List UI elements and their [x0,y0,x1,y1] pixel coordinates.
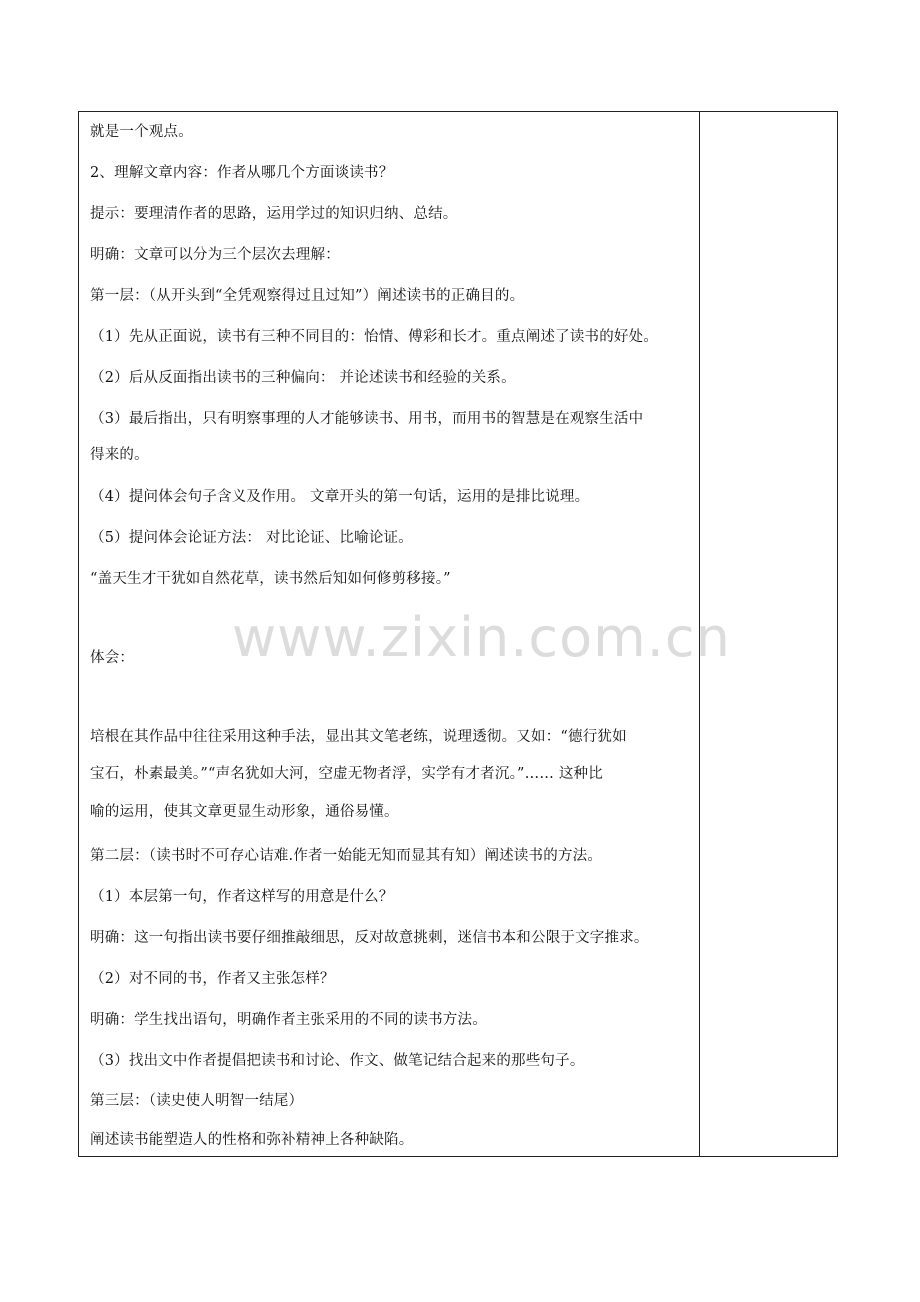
text-line: 得来的。 [90,447,149,463]
text-line: 体会： [90,650,135,666]
text-line: （4）提问体会句子含义及作用。 文章开头的第一句话，运用的是排比说理。 [90,489,590,505]
text-line: 宝石，朴素最美。”“声名犹如大河，空虚无物者浮，实学有才者沉。”…… 这种比 [90,766,603,782]
text-line: 阐述读书能塑造人的性格和弥补精神上各种缺陷。 [90,1132,414,1148]
text-line: 明确：这一句指出读书要仔细推敲细思，反对故意挑刺，迷信书本和公限于文字推求。 [90,930,649,946]
text-line: 第二层：（读书时不可存心诘难.作者一始能无知而显其有知）阐述读书的方法。 [90,848,603,864]
text-line: 喻的运用，使其文章更显生动形象，通俗易懂。 [90,804,399,820]
text-line: 第三层：（读史使人明智一结尾） [90,1093,304,1109]
text-line: 就是一个观点。 [90,124,193,140]
text-line: （1）本层第一句，作者这样写的用意是什么？ [90,889,394,905]
text-line: （2）后从反面指出读书的三种偏向： 并论述读书和经验的关系。 [90,370,516,386]
text-line: 明确：文章可以分为三个层次去理解： [90,247,340,263]
text-line: （5）提问体会论证方法： 对比论证、比喻论证。 [90,530,413,546]
text-line: 提示：要理清作者的思路，运用学过的知识归纳、总结。 [90,206,458,222]
text-line: （3）最后指出，只有明察事理的人才能够读书、用书，而用书的智慧是在观察生活中 [90,411,644,427]
text-line: 明确：学生找出语句，明确作者主张采用的不同的读书方法。 [90,1012,487,1028]
text-line: （3）找出文中作者提倡把读书和讨论、作文、做笔记结合起来的那些句子。 [90,1053,585,1069]
text-line: 培根在其作品中往往采用这种手法，显出其文笔老练，说理透彻。又如：“德行犹如 [90,729,627,745]
text-line: （1）先从正面说，读书有三种不同目的：怡情、傅彩和长才。重点阐述了读书的好处。 [90,329,659,345]
watermark: www.zixin.com.cn [232,606,731,669]
text-line: （2）对不同的书，作者又主张怎样？ [90,971,335,987]
text-line: 第一层：（从开头到“全凭观察得过且过知”）阐述读书的正确目的。 [90,288,525,304]
text-line: “盖天生才干犹如自然花草，读书然后知如何修剪移接。” [90,571,451,587]
text-line: 2、理解文章内容：作者从哪几个方面谈读书？ [90,165,394,181]
